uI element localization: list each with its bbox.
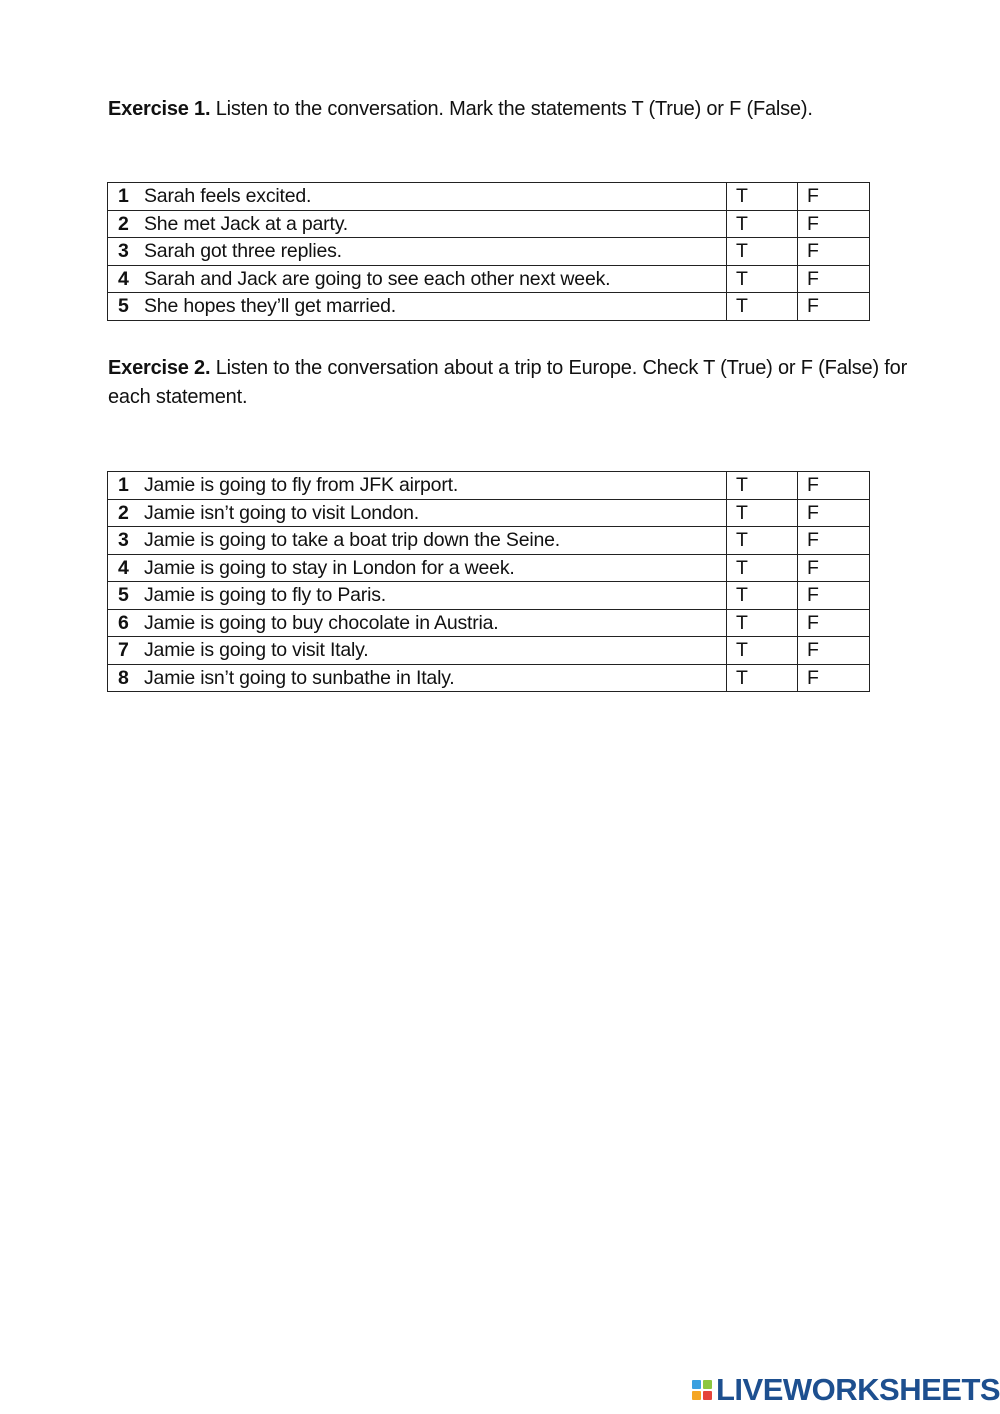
- exercise-1-instruction-text: Listen to the conversation. Mark the statements T (True) or F (False).: [210, 98, 813, 120]
- table-row: [108, 499, 870, 527]
- false-option[interactable]: F: [798, 265, 870, 293]
- statement-number: 6: [118, 611, 129, 634]
- table-row: [108, 183, 870, 211]
- true-option[interactable]: T: [727, 664, 798, 692]
- table-row: [108, 664, 870, 692]
- statement-text: Jamie is going to buy chocolate in Austria.: [144, 611, 499, 634]
- table-row: [108, 582, 870, 610]
- false-option[interactable]: F: [798, 527, 870, 555]
- true-option[interactable]: T: [727, 527, 798, 555]
- table-row: [108, 265, 870, 293]
- exercise-2-label: Exercise 2.: [108, 357, 211, 379]
- exercise-2-table: [107, 471, 870, 692]
- exercise-1-table: [107, 182, 870, 321]
- logo-tile-i: [703, 1380, 712, 1389]
- statement-number: 5: [118, 584, 129, 607]
- statement-text: Sarah got three replies.: [144, 240, 342, 263]
- statement-number: 7: [118, 639, 129, 662]
- statement-text: Jamie is going to take a boat trip down the Seine.: [144, 529, 561, 552]
- table-row: [108, 527, 870, 555]
- true-option[interactable]: T: [727, 183, 798, 211]
- statement-cell: [108, 582, 727, 610]
- statement-cell: [108, 527, 727, 555]
- table-row: [108, 238, 870, 266]
- true-option[interactable]: T: [727, 265, 798, 293]
- statement-cell: [108, 293, 727, 321]
- statement-text: Jamie is going to stay in London for a week.: [144, 556, 515, 579]
- liveworksheets-logo-icon: [692, 1380, 712, 1400]
- statement-number: 1: [118, 474, 129, 497]
- exercise-1-label: Exercise 1.: [108, 98, 211, 120]
- statement-number: 1: [118, 185, 129, 208]
- statement-cell: [108, 210, 727, 238]
- false-option[interactable]: F: [798, 554, 870, 582]
- statement-number: 4: [118, 267, 129, 290]
- statement-number: 2: [118, 212, 129, 235]
- true-option[interactable]: T: [727, 499, 798, 527]
- statement-text: Sarah feels excited.: [144, 185, 312, 208]
- true-option[interactable]: T: [727, 238, 798, 266]
- logo-tile-e: [703, 1391, 712, 1400]
- true-option[interactable]: T: [727, 472, 798, 500]
- false-option[interactable]: F: [798, 472, 870, 500]
- true-option[interactable]: T: [727, 293, 798, 321]
- false-option[interactable]: F: [798, 582, 870, 610]
- statement-number: 3: [118, 529, 129, 552]
- statement-cell: [108, 609, 727, 637]
- statement-cell: [108, 238, 727, 266]
- statement-text: She hopes they’ll get married.: [144, 295, 396, 318]
- statement-number: 2: [118, 501, 129, 524]
- table-row: [108, 637, 870, 665]
- exercise-2-instruction-text: Listen to the conversation about a trip to Europe. Check T (True) or F (False) for each statement.: [108, 357, 908, 408]
- exercise-2-instruction: [108, 354, 908, 412]
- liveworksheets-brand: LIVEWORKSHEETS: [716, 1372, 1000, 1407]
- true-option[interactable]: T: [727, 637, 798, 665]
- exercise-1-instruction: [108, 95, 908, 124]
- statement-cell: [108, 637, 727, 665]
- statement-cell: [108, 664, 727, 692]
- statement-text: Sarah and Jack are going to see each other next week.: [144, 267, 611, 290]
- statement-cell: [108, 554, 727, 582]
- true-option[interactable]: T: [727, 554, 798, 582]
- statement-number: 8: [118, 666, 129, 689]
- true-option[interactable]: T: [727, 582, 798, 610]
- true-option[interactable]: T: [727, 609, 798, 637]
- statement-number: 3: [118, 240, 129, 263]
- table-row: [108, 472, 870, 500]
- table-row: [108, 609, 870, 637]
- false-option[interactable]: F: [798, 499, 870, 527]
- statement-cell: [108, 499, 727, 527]
- false-option[interactable]: F: [798, 609, 870, 637]
- false-option[interactable]: F: [798, 293, 870, 321]
- table-row: [108, 210, 870, 238]
- statement-cell: [108, 472, 727, 500]
- statement-number: 4: [118, 556, 129, 579]
- false-option[interactable]: F: [798, 210, 870, 238]
- statement-number: 5: [118, 295, 129, 318]
- statement-text: Jamie is going to fly to Paris.: [144, 584, 386, 607]
- logo-tile-l: [692, 1380, 701, 1389]
- statement-cell: [108, 183, 727, 211]
- statement-cell: [108, 265, 727, 293]
- false-option[interactable]: F: [798, 664, 870, 692]
- liveworksheets-logo[interactable]: [692, 1372, 1000, 1408]
- false-option[interactable]: F: [798, 238, 870, 266]
- statement-text: Jamie isn’t going to sunbathe in Italy.: [144, 666, 455, 689]
- table-row: [108, 293, 870, 321]
- true-option[interactable]: T: [727, 210, 798, 238]
- false-option[interactable]: F: [798, 637, 870, 665]
- statement-text: Jamie isn’t going to visit London.: [144, 501, 420, 524]
- false-option[interactable]: F: [798, 183, 870, 211]
- statement-text: Jamie is going to visit Italy.: [144, 639, 369, 662]
- statement-text: She met Jack at a party.: [144, 212, 349, 235]
- table-row: [108, 554, 870, 582]
- logo-tile-v: [692, 1391, 701, 1400]
- statement-text: Jamie is going to fly from JFK airport.: [144, 474, 459, 497]
